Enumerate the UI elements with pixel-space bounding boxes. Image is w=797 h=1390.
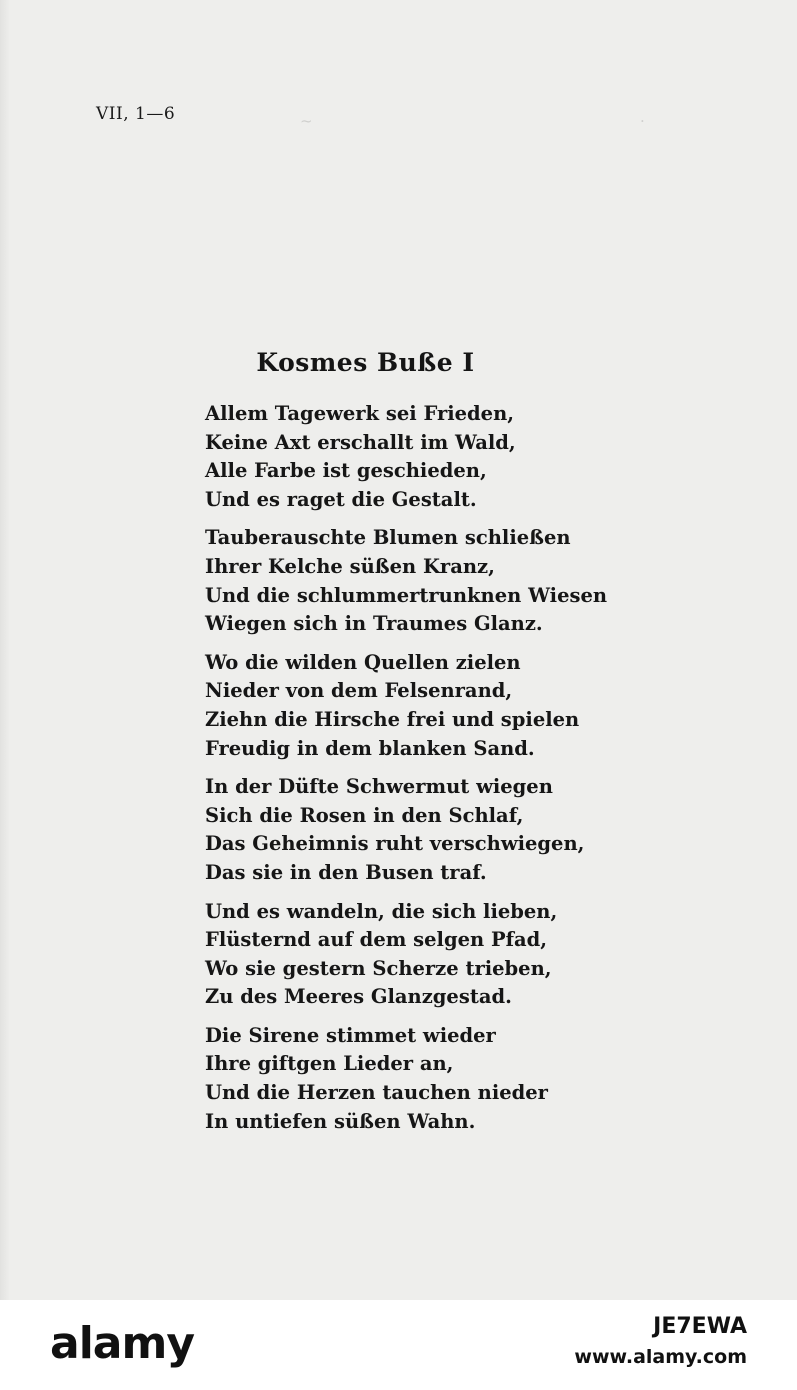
- stanza-4: [205, 773, 607, 887]
- poem-line: Allem Tagewerk sei Frieden,: [205, 402, 515, 425]
- poem-line: Und die Herzen tauchen nieder: [205, 1081, 548, 1105]
- poem-line: Wo die wilden Quellen zielen: [205, 650, 521, 674]
- poem-body: [205, 400, 607, 1146]
- poem-line: Flüsternd auf dem selgen Pfad,: [205, 928, 548, 952]
- poem-title: Kosmes Buße I: [256, 348, 475, 377]
- stanza-1: [205, 400, 607, 514]
- watermark-url: www.alamy.com: [574, 1346, 747, 1368]
- poem-title-row: [0, 348, 797, 377]
- poem-line: Alle Farbe ist geschieden,: [205, 459, 487, 483]
- poem-line: Das Geheimnis ruht verschwiegen,: [205, 832, 585, 856]
- poem-line: Wiegen sich in Traumes Glanz.: [205, 612, 543, 636]
- poem-line: Die Sirene stimmet wieder: [205, 1023, 496, 1047]
- stanza-6: [205, 1022, 607, 1136]
- page-edge-shadow: [0, 0, 10, 1300]
- poem-line: Ziehn die Hirsche frei und spielen: [205, 707, 580, 731]
- poem-line: Zu des Meeres Glanzgestad.: [205, 985, 512, 1009]
- poem-line: Ihrer Kelche süßen Kranz,: [205, 554, 495, 578]
- poem-line: Sich die Rosen in den Schlaf,: [205, 803, 524, 827]
- poem-line: In untiefen süßen Wahn.: [205, 1109, 476, 1133]
- poem-line: Nieder von dem Felsenrand,: [205, 679, 513, 703]
- poem-line: Ihre giftgen Lieder an,: [205, 1052, 454, 1076]
- bleed-through-header: ~: [300, 112, 313, 130]
- poem-line: Keine Axt erschallt im Wald,: [205, 430, 516, 454]
- poem-line: In der Düfte Schwermut wiegen: [205, 775, 553, 799]
- section-reference: VII, 1—6: [96, 104, 176, 124]
- stanza-5: [205, 898, 607, 1012]
- stanza-2: [205, 524, 607, 638]
- bleed-through-page-number: ·: [640, 112, 645, 130]
- image-id: JE7EWA: [653, 1314, 747, 1339]
- alamy-logo: alamy: [50, 1318, 194, 1369]
- poem-line: Und es wandeln, die sich lieben,: [205, 899, 558, 923]
- poem-line: Wo sie gestern Scherze trieben,: [205, 956, 552, 980]
- poem-line: Das sie in den Busen traf.: [205, 860, 487, 884]
- poem-line: Und die schlummertrunknen Wiesen: [205, 583, 608, 607]
- stanza-3: [205, 649, 607, 763]
- poem-line: Und es raget die Gestalt.: [205, 487, 477, 511]
- poem-line: Freudig in dem blanken Sand.: [205, 736, 535, 760]
- poem-line: Tauberauschte Blumen schließen: [205, 526, 571, 550]
